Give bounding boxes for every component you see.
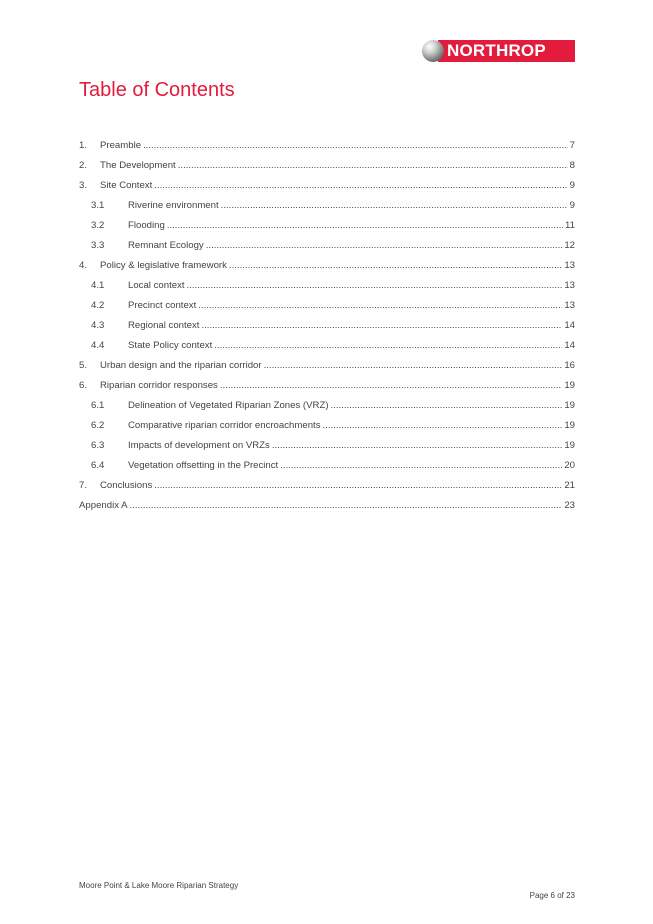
toc-entry-number: 3. [79,180,88,191]
toc-entry-page: 8 [569,160,575,171]
toc-dot-leader [178,160,568,172]
toc-entry-page: 13 [564,280,575,291]
toc-entry-label: State Policy context [128,340,213,351]
toc-dot-leader [221,200,568,212]
toc-entry[interactable] [79,132,575,152]
toc-entry-page: 19 [564,440,575,451]
toc-entry-label: The Development [100,160,176,171]
toc-entry[interactable] [79,212,575,232]
toc-dot-leader [143,140,568,152]
toc-entry-number: 2. [79,160,88,171]
toc-entry-page: 19 [564,400,575,411]
toc-entry-page: 19 [564,380,575,391]
toc-entry[interactable] [79,392,575,412]
toc-entry-number: 6.4 [91,460,105,471]
toc-entry-number: 3.3 [91,240,105,251]
toc-entry[interactable] [79,232,575,252]
footer-document-title: Moore Point & Lake Moore Riparian Strategy [79,881,239,890]
toc-entry[interactable] [79,352,575,372]
toc-entry-number: 4. [79,260,88,271]
toc-dot-leader [130,500,563,512]
toc-dot-leader [220,380,562,392]
toc-entry-label: Remnant Ecology [128,240,204,251]
toc-entry[interactable] [79,492,575,512]
toc-entry[interactable] [79,372,575,392]
toc-entry-page: 7 [569,140,575,151]
toc-dot-leader [214,340,562,352]
toc-dot-leader [201,320,562,332]
toc-entry-number: 1. [79,140,88,151]
toc-entry-page: 9 [569,180,575,191]
toc-entry-label: Impacts of development on VRZs [128,440,270,451]
toc-entry-label: Precinct context [128,300,197,311]
toc-entry-number: 4.4 [91,340,105,351]
toc-entry-page: 21 [564,480,575,491]
logo-wordmark: NORTHROP [438,40,575,62]
toc-entry-label: Policy & legislative framework [100,260,227,271]
toc-entry-label: Riverine environment [128,200,219,211]
table-of-contents [79,132,575,512]
toc-entry-page: 14 [564,340,575,351]
toc-entry-page: 23 [564,500,575,511]
toc-entry-label: Delineation of Vegetated Riparian Zones (VRZ) [128,400,329,411]
toc-entry-page: 19 [564,420,575,431]
toc-entry-label: Comparative riparian corridor encroachments [128,420,321,431]
toc-dot-leader [187,280,563,292]
toc-entry-label: Riparian corridor responses [100,380,218,391]
toc-entry[interactable] [79,472,575,492]
toc-entry[interactable] [79,432,575,452]
toc-dot-leader [280,460,562,472]
toc-entry-page: 13 [564,300,575,311]
toc-entry-label: Conclusions [100,480,153,491]
sphere-logo-icon [422,40,444,62]
toc-entry[interactable] [79,192,575,212]
toc-entry-number: 5. [79,360,88,371]
toc-entry-page: 9 [569,200,575,211]
toc-entry-number: 6. [79,380,88,391]
toc-entry-page: 20 [564,460,575,471]
toc-entry-number: 6.3 [91,440,105,451]
toc-entry-number: 3.1 [91,200,105,211]
toc-entry[interactable] [79,412,575,432]
toc-entry-page: 14 [564,320,575,331]
toc-entry-number: 7. [79,480,88,491]
toc-entry[interactable] [79,312,575,332]
toc-entry-number: 3.2 [91,220,105,231]
toc-entry-number: 4.2 [91,300,105,311]
toc-entry-page: 16 [564,360,575,371]
toc-entry-label: Flooding [128,220,165,231]
toc-entry-number: 6.2 [91,420,105,431]
toc-entry-page: 12 [564,240,575,251]
toc-entry[interactable] [79,292,575,312]
toc-dot-leader [154,180,567,192]
toc-entry-number: 6.1 [91,400,105,411]
toc-entry-label: Vegetation offsetting in the Precinct [128,460,279,471]
toc-entry[interactable] [79,152,575,172]
toc-entry[interactable] [79,172,575,192]
toc-dot-leader [198,300,562,312]
page-title: Table of Contents [79,79,235,101]
toc-entry[interactable] [79,452,575,472]
toc-entry-page: 11 [565,220,575,231]
toc-dot-leader [154,480,562,492]
toc-entry-label: Preamble [100,140,142,151]
footer-page-number: Page 6 of 23 [529,891,575,900]
toc-dot-leader [167,220,563,232]
toc-dot-leader [229,260,562,272]
toc-entry-page: 13 [564,260,575,271]
toc-entry-number: 4.3 [91,320,105,331]
toc-entry-label: Appendix A [79,500,128,511]
northrop-logo [422,39,575,63]
toc-dot-leader [323,420,563,432]
toc-entry-label: Regional context [128,320,200,331]
toc-entry[interactable] [79,332,575,352]
toc-entry[interactable] [79,272,575,292]
toc-entry[interactable] [79,252,575,272]
toc-dot-leader [272,440,562,452]
toc-entry-label: Site Context [100,180,153,191]
toc-dot-leader [264,360,563,372]
toc-entry-number: 4.1 [91,280,105,291]
toc-dot-leader [331,400,563,412]
toc-entry-label: Urban design and the riparian corridor [100,360,262,371]
toc-dot-leader [206,240,563,252]
toc-entry-label: Local context [128,280,185,291]
